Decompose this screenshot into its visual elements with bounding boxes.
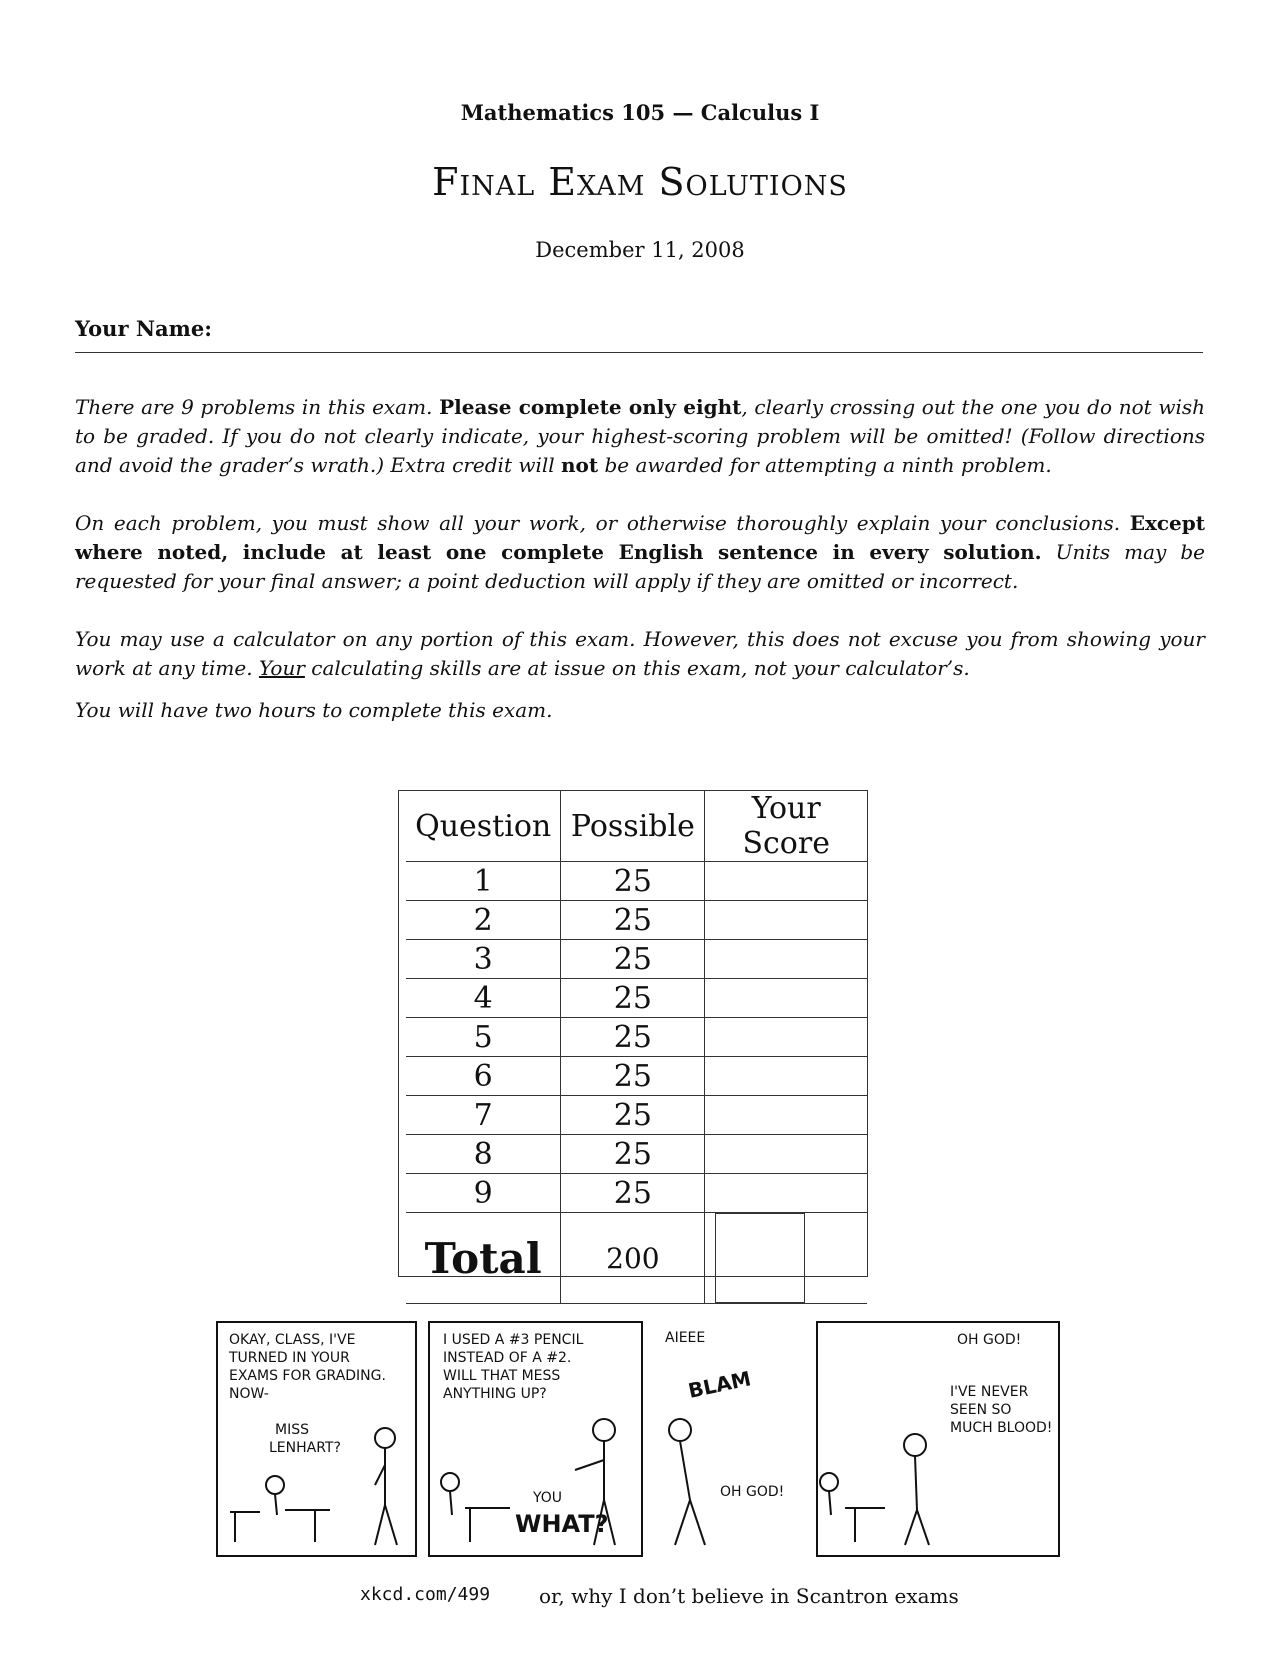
score-cell[interactable] <box>705 1018 867 1057</box>
table-row <box>406 1057 867 1096</box>
comic-text-line: I USED A #3 PENCIL <box>443 1332 584 1348</box>
total-label: Total <box>406 1213 561 1304</box>
comic-text-line: TURNED IN YOUR <box>229 1350 350 1366</box>
header-possible: Possible <box>561 791 705 862</box>
text-underlined: Your <box>258 656 305 680</box>
text-bold: Except where noted, include at least one complete English sentence in every solution. <box>75 511 1205 564</box>
score-cell[interactable] <box>705 1135 867 1174</box>
xkcd-comic <box>215 1320 1065 1560</box>
comic-text-line: NOW- <box>229 1386 269 1402</box>
header-question: Question <box>406 791 561 862</box>
exam-date: December 11, 2008 <box>535 238 745 262</box>
text: be awarded for attempting a ninth problem. <box>598 453 1052 477</box>
question-number: 3 <box>406 940 561 979</box>
score-cell[interactable] <box>705 1096 867 1135</box>
instructions-paragraph-3 <box>75 625 1205 683</box>
total-score-box[interactable] <box>715 1213 805 1303</box>
text: You may use a calculator on any portion of this exam. However, this does not excuse you from showing your work at any time. <box>75 627 1205 680</box>
comic-text-line: WHAT? <box>515 1510 609 1538</box>
comic-text-line: OH GOD! <box>720 1484 785 1500</box>
score-table-frame <box>398 790 868 1283</box>
comic-panel-4 <box>817 1322 1059 1556</box>
text: calculating skills are at issue on this exam, not your calculator’s. <box>304 656 970 680</box>
exam-title: Final Exam Solutions <box>432 160 848 204</box>
header-your-score: Your Score <box>742 791 830 861</box>
comic-text-line: ANYTHING UP? <box>443 1386 547 1402</box>
possible-points: 25 <box>561 901 705 940</box>
total-possible: 200 <box>561 1213 705 1304</box>
score-cell[interactable] <box>705 862 867 901</box>
question-number: 8 <box>406 1135 561 1174</box>
comic-text <box>228 1330 1052 1538</box>
comic-text-line: I'VE NEVER <box>950 1384 1029 1400</box>
total-row <box>406 1213 867 1304</box>
question-number: 9 <box>406 1174 561 1213</box>
possible-points: 25 <box>561 1096 705 1135</box>
question-number: 5 <box>406 1018 561 1057</box>
comic-text-line: YOU <box>533 1490 563 1506</box>
possible-points: 25 <box>561 862 705 901</box>
question-number: 2 <box>406 901 561 940</box>
course-title: Mathematics 105 — Calculus I <box>460 100 820 125</box>
table-row <box>406 1018 867 1057</box>
text: Units may be requested for your final answer; a point deduction will apply if they are omitted or incorrect. <box>75 540 1205 593</box>
text: On each problem, you must show all your work, or otherwise thoroughly explain your conclusions. <box>75 511 1130 535</box>
table-header-row <box>406 791 867 862</box>
text-bold: Please complete only eight <box>439 395 742 419</box>
comic-text-line: SEEN SO <box>950 1402 1012 1418</box>
question-number: 4 <box>406 979 561 1018</box>
possible-points: 25 <box>561 1057 705 1096</box>
comic-text-line: BLAM <box>686 1366 754 1403</box>
comic-url[interactable]: xkcd.com/499 <box>360 1584 491 1605</box>
possible-points: 25 <box>561 940 705 979</box>
table-row <box>406 862 867 901</box>
table-row <box>406 1135 867 1174</box>
table-row <box>406 1174 867 1213</box>
question-number: 6 <box>406 1057 561 1096</box>
comic-text-line: MUCH BLOOD! <box>950 1420 1053 1436</box>
instructions-paragraph-4: You will have two hours to complete this exam. <box>75 698 553 722</box>
text: , clearly crossing out the one you do not wish to be graded. If you do not clearly indicate, your highest-scoring problem will be omitted! (Follow directions and avoid the grader’s wrath.) Extra credit will <box>75 395 1205 477</box>
comic-text-line: OKAY, CLASS, I'VE <box>229 1332 356 1348</box>
comic-text-line: MISS <box>275 1422 309 1438</box>
text-bold: not <box>561 453 599 477</box>
score-cell[interactable] <box>705 940 867 979</box>
comic-caption: or, why I don’t believe in Scantron exams <box>539 1584 959 1608</box>
table-row <box>406 901 867 940</box>
possible-points: 25 <box>561 1174 705 1213</box>
score-cell[interactable] <box>705 1057 867 1096</box>
table-row <box>406 979 867 1018</box>
name-label: Your Name: <box>75 316 212 341</box>
total-score-cell <box>705 1213 867 1304</box>
comic-text-line: INSTEAD OF A #2. <box>443 1350 572 1366</box>
possible-points: 25 <box>561 1135 705 1174</box>
table-row <box>406 1096 867 1135</box>
comic-text-line: OH GOD! <box>957 1332 1022 1348</box>
comic-text-line: WILL THAT MESS <box>443 1368 561 1384</box>
comic-text-line: EXAMS FOR GRADING. <box>229 1368 386 1384</box>
possible-points: 25 <box>561 1018 705 1057</box>
table-row <box>406 940 867 979</box>
score-cell[interactable] <box>705 979 867 1018</box>
text: There are 9 problems in this exam. <box>75 395 440 419</box>
question-number: 7 <box>406 1096 561 1135</box>
score-cell[interactable] <box>705 901 867 940</box>
question-number: 1 <box>406 862 561 901</box>
comic-text-line: LENHART? <box>269 1440 341 1456</box>
comic-text-line: AIEEE <box>665 1330 706 1346</box>
score-cell[interactable] <box>705 1174 867 1213</box>
instructions-paragraph-1 <box>75 393 1205 480</box>
score-table <box>406 791 867 1304</box>
possible-points: 25 <box>561 979 705 1018</box>
name-field[interactable] <box>75 316 1203 353</box>
instructions-paragraph-2 <box>75 509 1205 596</box>
